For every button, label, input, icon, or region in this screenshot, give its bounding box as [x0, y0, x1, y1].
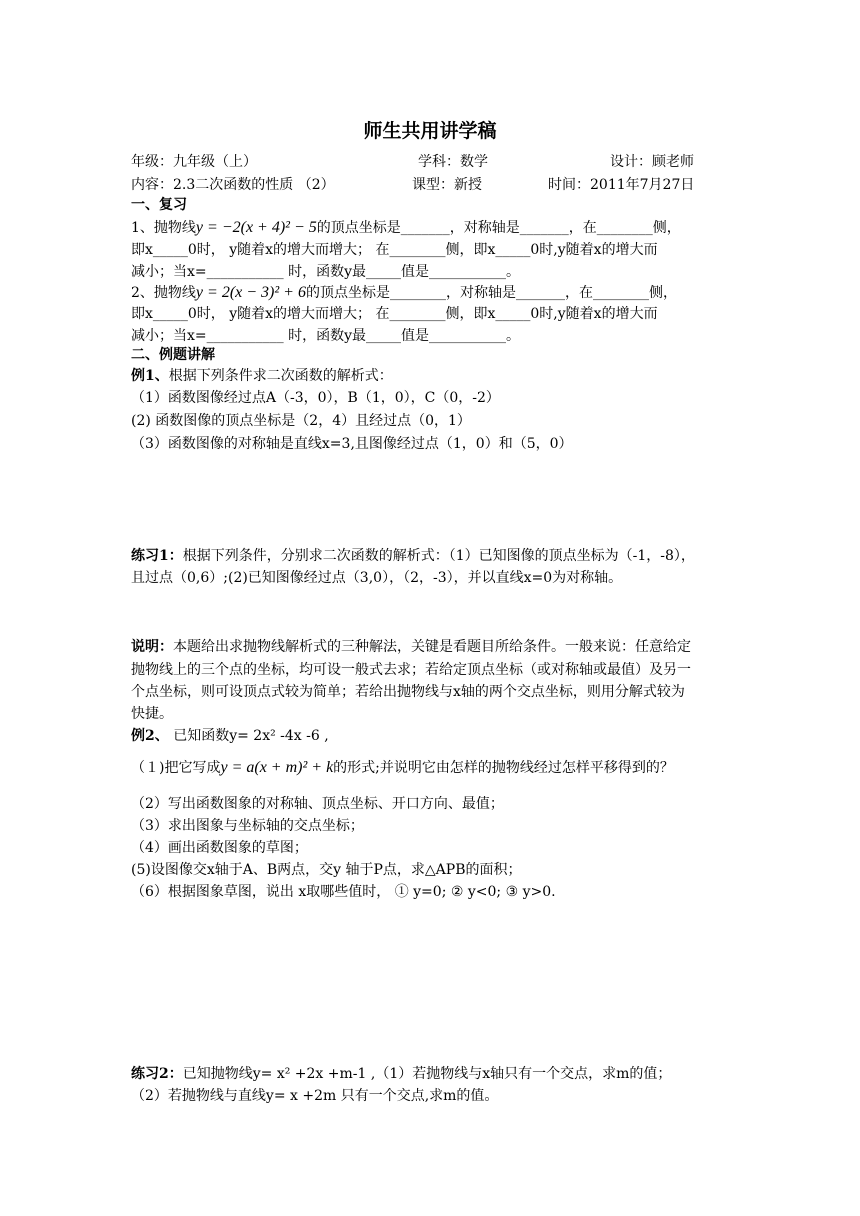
- example1-line: [131, 366, 393, 387]
- note-line1: [131, 637, 691, 658]
- designer-label: 设计：顾老师: [610, 154, 694, 170]
- q2-formula: y = 2(x − 3)² + 6: [195, 284, 306, 301]
- example1-text: 根据下列条件求二次函数的解析式：: [168, 368, 393, 384]
- examples-heading: 二、例题讲解: [131, 347, 215, 363]
- example2-item-3: （3）求出图象与坐标轴的交点坐标；: [131, 818, 364, 834]
- example2-line: [131, 726, 329, 747]
- review-q1-line2: 即x_____0时， y随着x的增大而增大； 在________侧，即x_____0时,y随着x的增大而: [131, 242, 658, 258]
- example2-item1-suffix: 的形式;并说明它由怎样的抛物线经过怎样平移得到的？: [333, 760, 674, 776]
- example2-item-1: [131, 757, 674, 779]
- q1-formula: y = −2(x + 4)² − 5: [195, 219, 317, 236]
- practice1-line1: [131, 546, 695, 567]
- example1-label: 例1、: [131, 368, 169, 384]
- q2-prefix: 2、抛物线: [131, 285, 196, 301]
- time-label: 时间：2011年7月27日: [548, 177, 695, 193]
- example2-item1-prefix: （１)把它写成: [131, 760, 221, 776]
- q1-prefix: 1、抛物线: [131, 220, 196, 236]
- document-title: 师生共用讲学稿: [363, 120, 497, 142]
- grade-label: 年级：九年级（上）: [131, 154, 257, 170]
- note-label: 说明：: [131, 639, 173, 655]
- example2-label: 例2、: [131, 728, 169, 744]
- practice1-text1: 根据下列条件，分别求二次函数的解析式：（1）已知图像的顶点坐标为（-1，-8），: [182, 548, 695, 564]
- example1-item-2: (2) 函数图像的顶点坐标是（2，4）且经过点（0，1）: [131, 413, 471, 429]
- example2-item-4: （4）画出函数图象的草图；: [131, 840, 308, 856]
- practice2-label: 练习2：: [131, 1066, 183, 1082]
- example1-item-3: （3）函数图像的对称轴是直线x=3,且图像经过点（1，0）和（5，0）: [131, 436, 573, 452]
- subject-label: 学科：数学: [418, 154, 488, 170]
- note-line4: 快捷。: [131, 706, 173, 722]
- example2-item1-formula: y = a(x + m)² + k: [220, 759, 334, 776]
- practice2-text1: 已知抛物线y= x² +2x +m-1 ,（1）若抛物线与x轴只有一个交点，求m的值；: [182, 1066, 672, 1082]
- review-q2-line2: 即x_____0时， y随着x的增大而增大； 在________侧，即x_____0时,y随着x的增大而: [131, 306, 658, 322]
- review-q1-line1: [131, 217, 681, 239]
- review-heading: 一、复习: [131, 197, 187, 213]
- q2-line1-rest: 的顶点坐标是________，对称轴是_______，在________侧，: [305, 285, 677, 301]
- example2-item-6: （6）根据图象草图，说出 x取哪些值时， ① y=0; ② y<0; ③ y>0.: [131, 884, 556, 900]
- review-q1-line3: 减小；当x=___________ 时，函数y最_____值是___________。: [131, 264, 520, 280]
- note-text1: 本题给出求抛物线解析式的三种解法，关键是看题目所给条件。一般来说：任意给定: [173, 639, 691, 655]
- practice1-label: 练习1：: [131, 548, 183, 564]
- example1-item-1: （1）函数图像经过点A（-3，0），B（1，0），C（0，-2）: [131, 390, 500, 406]
- q1-line1-rest: 的顶点坐标是_______，对称轴是_______，在________侧，: [316, 220, 681, 236]
- note-line3: 个点坐标，则可设顶点式较为简单；若给出抛物线与x轴的两个交点坐标，则用分解式较为: [131, 684, 685, 700]
- review-q2-line1: [131, 282, 677, 304]
- practice2-line1: [131, 1064, 671, 1085]
- review-q2-line3: 减小；当x=___________ 时，函数y最_____值是___________。: [131, 328, 520, 344]
- content-label: 内容：2.3二次函数的性质 （2）: [131, 177, 335, 193]
- practice1-line2: 且过点（0,6）;(2)已知图像经过点（3,0），（2，-3），并以直线x=0为对称轴。: [131, 570, 623, 586]
- example2-item-2: （2）写出函数图象的对称轴、顶点坐标、开口方向、最值；: [131, 796, 504, 812]
- note-line2: 抛物线上的三个点的坐标，均可设一般式去求；若给定顶点坐标（或对称轴或最值）及另一: [131, 662, 691, 678]
- practice2-line2: （2）若抛物线与直线y= x +2m 只有一个交点,求m的值。: [131, 1088, 499, 1104]
- lesson-type-label: 课型：新授: [412, 177, 482, 193]
- example2-item-5: (5)设图像交x轴于A、B两点，交y 轴于P点，求△APB的面积；: [131, 862, 522, 878]
- example2-text: 已知函数y= 2x² -4x -6 ,: [168, 728, 329, 744]
